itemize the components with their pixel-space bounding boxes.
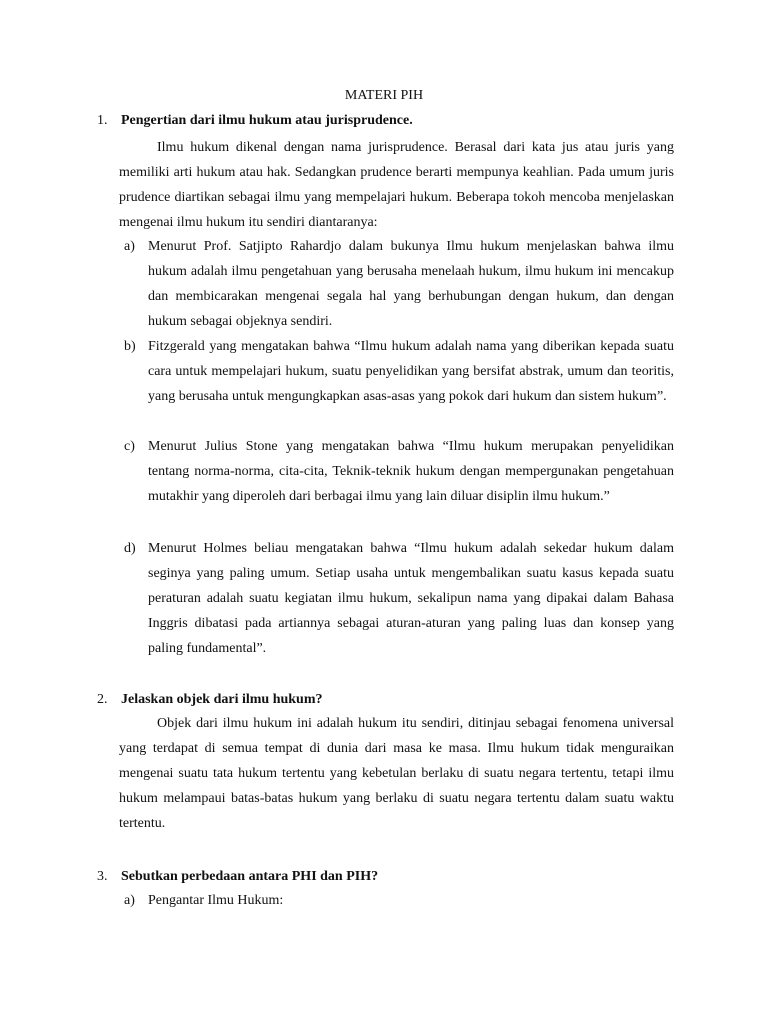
- section-1-item-a-text: Menurut Prof. Satjipto Rahardjo dalam bukunya Ilmu hukum menjelaskan bahwa ilmu hukum adalah ilmu pengetahuan yang berusaha menelaah hukum, ilmu hukum ini mencakup dan membicarakan mengenai segala hal yang berhubungan dengan hukum, dan dengan hukum sebagai objeknya sendiri.: [148, 239, 674, 329]
- section-1-heading: Pengertian dari ilmu hukum atau jurisprudence.: [121, 113, 413, 128]
- section-2-heading: Jelaskan objek dari ilmu hukum?: [121, 692, 323, 707]
- section-1-number: 1.: [97, 113, 108, 128]
- section-1-item-c-text: Menurut Julius Stone yang mengatakan bahwa “Ilmu hukum merupakan penyelidikan tentang norma-norma, cita-cita, Teknik-teknik hukum dengan mempergunakan pengetahuan mutakhir yang diperoleh dari berbagai ilmu yang lain diluar disiplin ilmu hukum.”: [148, 439, 674, 504]
- document-title: MATERI PIH: [344, 88, 424, 103]
- section-1-item-c-label: c): [124, 439, 135, 454]
- section-1-item-d-text: Menurut Holmes beliau mengatakan bahwa “Ilmu hukum adalah sekedar hukum dalam seginya yang paling umum. Setiap usaha untuk mengembalikan suatu kasus kepada suatu peraturan adalah suatu kegiatan ilmu hukum, sekalipun nama yang dipakai dalam Bahasa Inggris dibatasi pada artiannya sebagai aturan-aturan yang paling luas dan konsep yang paling fundamental”.: [148, 541, 674, 656]
- section-3-item-a-label: a): [124, 893, 135, 908]
- section-2-number: 2.: [97, 692, 108, 707]
- section-3-item-a-text: Pengantar Ilmu Hukum:: [148, 893, 284, 908]
- section-3-number: 3.: [97, 869, 108, 884]
- section-3-heading: Sebutkan perbedaan antara PHI dan PIH?: [121, 869, 379, 884]
- section-1-item-d-label: d): [124, 541, 136, 556]
- section-1-item-a-label: a): [124, 239, 135, 254]
- section-2-paragraph: Objek dari ilmu hukum ini adalah hukum itu sendiri, ditinjau sebagai fenomena universal yang terdapat di semua tempat di dunia dari masa ke masa. Ilmu hukum tidak menguraikan mengenai suatu tata hukum tertentu yang kebetulan berlaku di suatu negara tertentu, tetapi ilmu hukum melampaui batas-batas hukum yang berlaku di suatu negara tertentu dalam suatu waktu tertentu.: [119, 716, 674, 831]
- section-1-paragraph: Ilmu hukum dikenal dengan nama jurisprudence. Berasal dari kata jus atau juris yang memiliki arti hukum atau hak. Sedangkan prudence berarti mempunya keahlian. Pada umum juris prudence diartikan sebagai ilmu yang mempelajari hukum. Beberapa tokoh mencoba menjelaskan mengenai ilmu hukum itu sendiri diantaranya:: [119, 140, 674, 230]
- section-1-item-b-text: Fitzgerald yang mengatakan bahwa “Ilmu hukum adalah nama yang diberikan kepada suatu cara untuk mempelajari hukum, suatu penyelidikan yang bersifat abstrak, umum dan teoritis, yang berusaha untuk mengungkapkan asas-asas yang pokok dari hukum dan sistem hukum”.: [148, 339, 674, 404]
- section-1-item-b-label: b): [124, 339, 136, 354]
